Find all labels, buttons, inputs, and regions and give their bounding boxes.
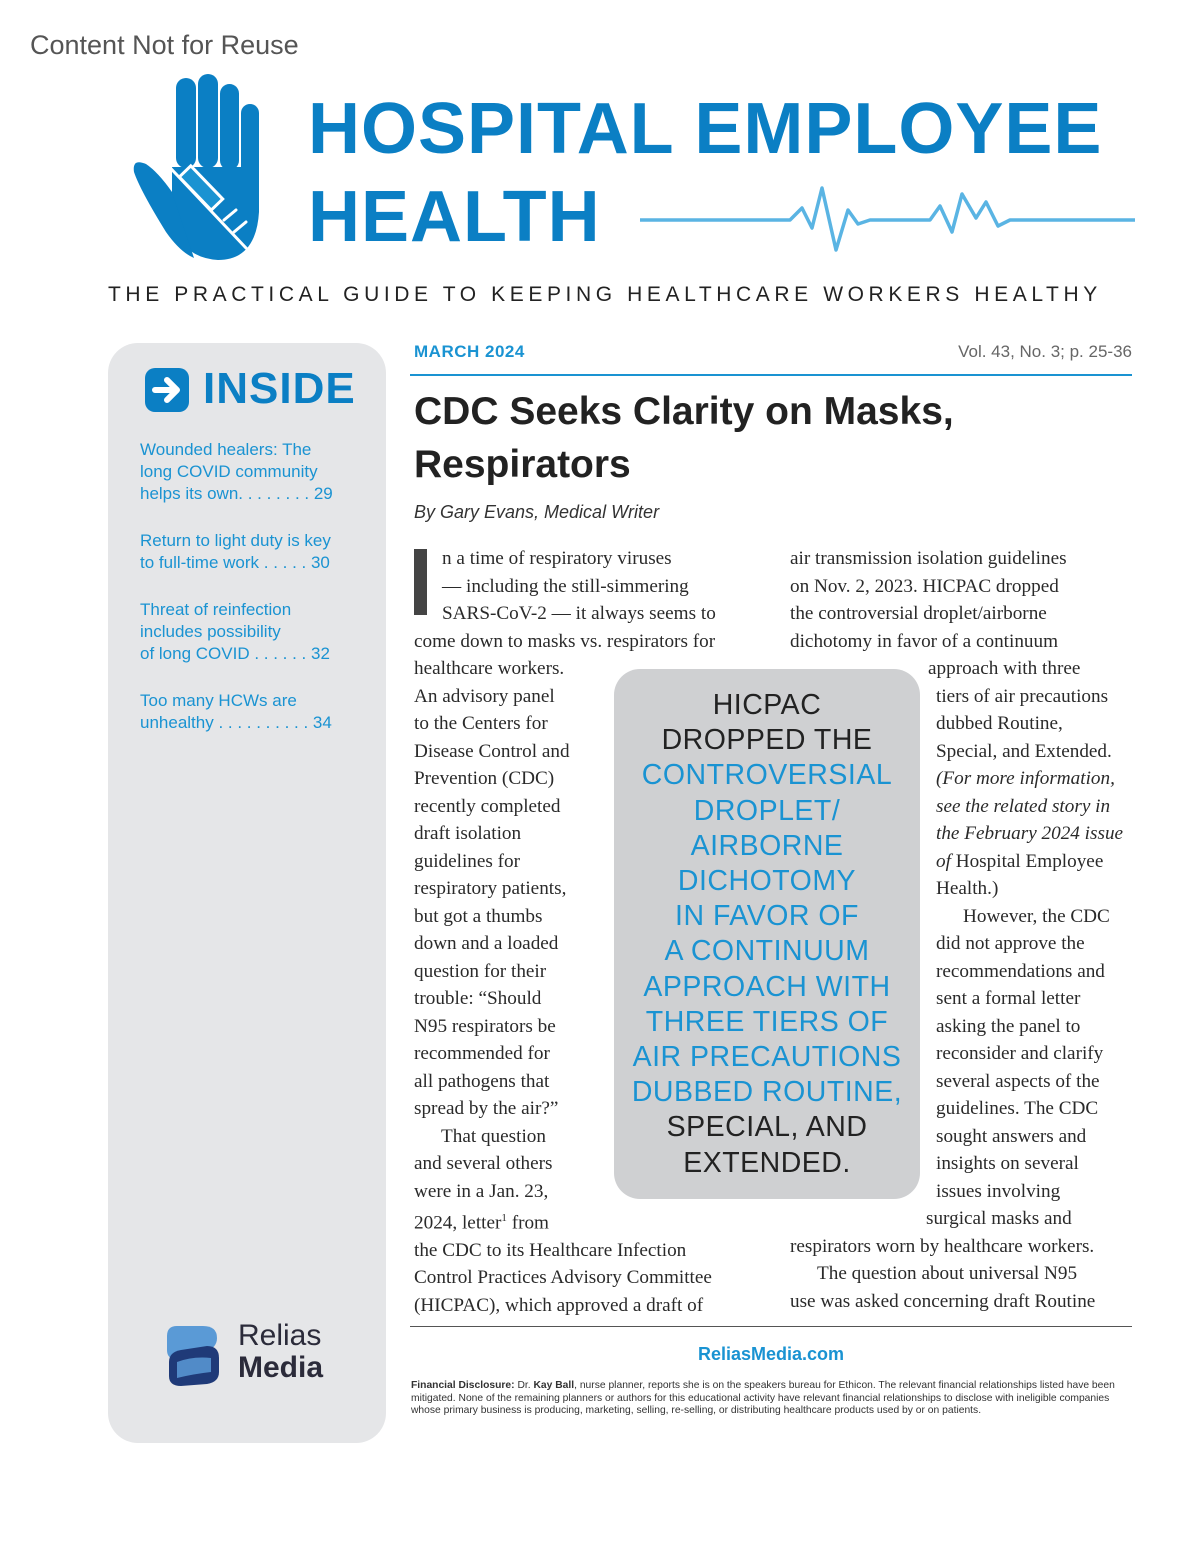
body-line: (For more information, xyxy=(936,768,1115,789)
body-line: issues involving xyxy=(936,1180,1061,1202)
headline-line1: CDC Seeks Clarity on Masks, xyxy=(414,390,954,433)
article-column-right-top xyxy=(790,545,1067,655)
footer-rule xyxy=(410,1326,1132,1327)
masthead-title-line2: HEALTH xyxy=(308,177,601,257)
body-line-with-publication xyxy=(936,848,1123,876)
pull-quote-line: SPECIAL, AND xyxy=(666,1111,868,1144)
toc-item-wounded-healers[interactable] xyxy=(140,439,355,505)
body-line-with-footnote xyxy=(414,1205,716,1237)
pull-quote-line: A CONTINUUM xyxy=(664,935,870,968)
body-line: However, the CDC xyxy=(963,905,1110,927)
body-line: Health.) xyxy=(936,878,999,899)
body-line: dubbed Routine, xyxy=(936,713,1063,734)
toc-line: long COVID community xyxy=(140,462,318,481)
body-line: (HICPAC), which approved a draft of xyxy=(414,1294,704,1316)
watermark-text: Content Not for Reuse xyxy=(30,30,299,60)
body-line: see the related story in xyxy=(936,795,1111,817)
pull-quote-line: DROPPED THE xyxy=(661,724,873,757)
body-line: Special, and Extended. xyxy=(936,740,1112,762)
wordmark-line1: Relias xyxy=(238,1319,322,1352)
body-line: to the Centers for xyxy=(414,713,548,734)
wordmark-line2: Media xyxy=(238,1351,324,1384)
disclosure-label: Financial Disclosure: xyxy=(411,1380,515,1391)
publication-name: Hospital Employee xyxy=(955,850,1104,872)
body-line: asking the panel to xyxy=(936,1015,1081,1037)
body-text: 2024, letter xyxy=(414,1212,502,1234)
body-line: SARS-CoV-2 — it always seems to xyxy=(442,603,716,624)
body-line: — including the still-simmering xyxy=(442,575,689,597)
disclosure-pre: Dr. xyxy=(514,1380,534,1391)
footer-website-link[interactable]: ReliasMedia.com xyxy=(697,1344,845,1364)
body-line: approach with three xyxy=(928,658,1081,679)
body-line: surgical masks and xyxy=(926,1208,1072,1229)
body-line: respiratory patients, xyxy=(414,878,567,899)
body-line: guidelines. The CDC xyxy=(936,1098,1099,1119)
body-line: sought answers and xyxy=(936,1125,1087,1147)
body-line: The question about universal N95 xyxy=(817,1263,1078,1284)
toc-line: Too many HCWs are xyxy=(140,691,297,710)
pull-quote-line: AIRBORNE xyxy=(690,829,844,862)
issue-date: MARCH 2024 xyxy=(414,342,525,361)
toc-line: of long COVID . . . . . . 32 xyxy=(140,644,330,663)
body-line: spread by the air?” xyxy=(414,1098,559,1119)
body-line: all pathogens that xyxy=(414,1070,550,1092)
body-text: from xyxy=(506,1212,549,1234)
body-line: healthcare workers. xyxy=(414,658,565,679)
pull-quote-line: CONTROVERSIAL xyxy=(641,759,893,792)
body-line: Prevention (CDC) xyxy=(414,768,555,789)
hand-with-syringe-icon xyxy=(128,72,263,262)
body-line: reconsider and clarify xyxy=(936,1043,1104,1064)
masthead-tagline: THE PRACTICAL GUIDE TO KEEPING HEALTHCARE WORKERS HEALTHY xyxy=(108,283,1102,306)
toc-item-light-duty[interactable] xyxy=(140,530,355,574)
body-line: did not approve the xyxy=(936,933,1085,954)
toc-line: to full-time work . . . . . 30 xyxy=(140,553,330,572)
pull-quote-text xyxy=(614,688,920,1181)
body-line: air transmission isolation guidelines xyxy=(790,548,1067,569)
body-line: insights on several xyxy=(936,1153,1079,1174)
body-line: question for their xyxy=(414,960,547,982)
pull-quote-line: AIR PRECAUTIONS xyxy=(632,1041,902,1074)
headline-line2: Respirators xyxy=(414,443,631,486)
toc-item-unhealthy-hcws[interactable] xyxy=(140,690,355,734)
inside-heading: INSIDE xyxy=(203,364,356,413)
body-line: N95 respirators be xyxy=(414,1015,556,1037)
issue-volume: Vol. 43, No. 3; p. 25-36 xyxy=(958,342,1132,361)
body-line: the February 2024 issue xyxy=(936,823,1124,844)
body-line: An advisory panel xyxy=(414,685,555,707)
body-line: recommended for xyxy=(414,1043,550,1064)
body-line: recently completed xyxy=(414,795,561,817)
body-line: guidelines for xyxy=(414,850,521,872)
body-line: and several others xyxy=(414,1153,553,1174)
pull-quote-line: DICHOTOMY xyxy=(677,865,857,898)
article-column-right-bottom xyxy=(790,1233,1123,1316)
toc-line: helps its own. . . . . . . . 29 xyxy=(140,484,333,503)
body-line: use was asked concerning draft Routine xyxy=(790,1290,1096,1312)
body-line: several aspects of the xyxy=(936,1070,1100,1092)
body-line: down and a loaded xyxy=(414,933,559,954)
body-line: n a time of respiratory viruses xyxy=(442,548,672,569)
pull-quote-line: DUBBED ROUTINE, xyxy=(631,1076,903,1109)
body-line: dichotomy in favor of a continuum xyxy=(790,630,1059,652)
toc-line: Return to light duty is key xyxy=(140,531,331,550)
pull-quote-line: THREE TIERS OF xyxy=(645,1005,889,1038)
body-line: trouble: “Should xyxy=(414,988,542,1009)
body-line: draft isolation xyxy=(414,823,522,844)
toc-line: unhealthy . . . . . . . . . . 34 xyxy=(140,713,332,732)
body-line: were in a Jan. 23, xyxy=(414,1180,549,1202)
financial-disclosure xyxy=(411,1380,1133,1418)
pull-quote-line: DROPLET/ xyxy=(693,794,841,827)
pull-quote-line: IN FAVOR OF xyxy=(675,900,859,933)
article-headline xyxy=(414,385,1114,491)
body-line: tiers of air precautions xyxy=(936,685,1109,707)
header-rule xyxy=(410,374,1132,376)
body-line: respirators worn by healthcare workers. xyxy=(790,1235,1095,1257)
relias-media-wordmark xyxy=(238,1320,323,1384)
body-line: sent a formal letter xyxy=(936,988,1081,1009)
article-column-right-narrow xyxy=(790,655,1124,1315)
toc-line: Threat of reinfection xyxy=(140,600,292,619)
body-line: recommendations and xyxy=(936,960,1105,982)
toc-item-reinfection[interactable] xyxy=(140,599,355,665)
disclosure-text: , nurse planner, reports she is on the speakers bureau for Ethicon. The relevant financial relationships listed have been mitigated. None of the remaining planners or authors for this educational activity have relevant financial relationships to disclose with ineligible companies whose primary business is producing, marketing, selling, re-selling, or distributing healthcare products used by or on patients. xyxy=(411,1380,1115,1417)
body-line: come down to masks vs. respirators for xyxy=(414,630,716,652)
pull-quote-line: HICPAC xyxy=(712,689,822,721)
body-line: Disease Control and xyxy=(414,740,570,762)
article-byline: By Gary Evans, Medical Writer xyxy=(414,502,660,522)
relias-logo-icon xyxy=(163,1322,223,1388)
heartbeat-line-icon xyxy=(640,180,1135,255)
body-line: the controversial droplet/airborne xyxy=(790,603,1047,624)
body-line: That question xyxy=(441,1125,546,1147)
pull-quote-line: EXTENDED. xyxy=(683,1146,851,1179)
masthead-title-line1: HOSPITAL EMPLOYEE xyxy=(308,89,1103,169)
body-line: the CDC to its Healthcare Infection xyxy=(414,1239,687,1261)
body-text: of xyxy=(936,850,951,872)
pull-quote-line: APPROACH WITH xyxy=(643,970,891,1003)
body-line: but got a thumbs xyxy=(414,905,543,927)
body-line: on Nov. 2, 2023. HICPAC dropped xyxy=(790,575,1059,597)
footnote-ref[interactable]: 1 xyxy=(501,1212,507,1224)
toc-line: includes possibility xyxy=(140,622,281,641)
disclosure-name: Kay Ball xyxy=(533,1380,575,1391)
arrow-right-icon xyxy=(145,368,189,412)
body-line: Control Practices Advisory Committee xyxy=(414,1267,712,1289)
toc-line: Wounded healers: The xyxy=(140,440,312,459)
inside-sidebar xyxy=(108,343,386,1443)
